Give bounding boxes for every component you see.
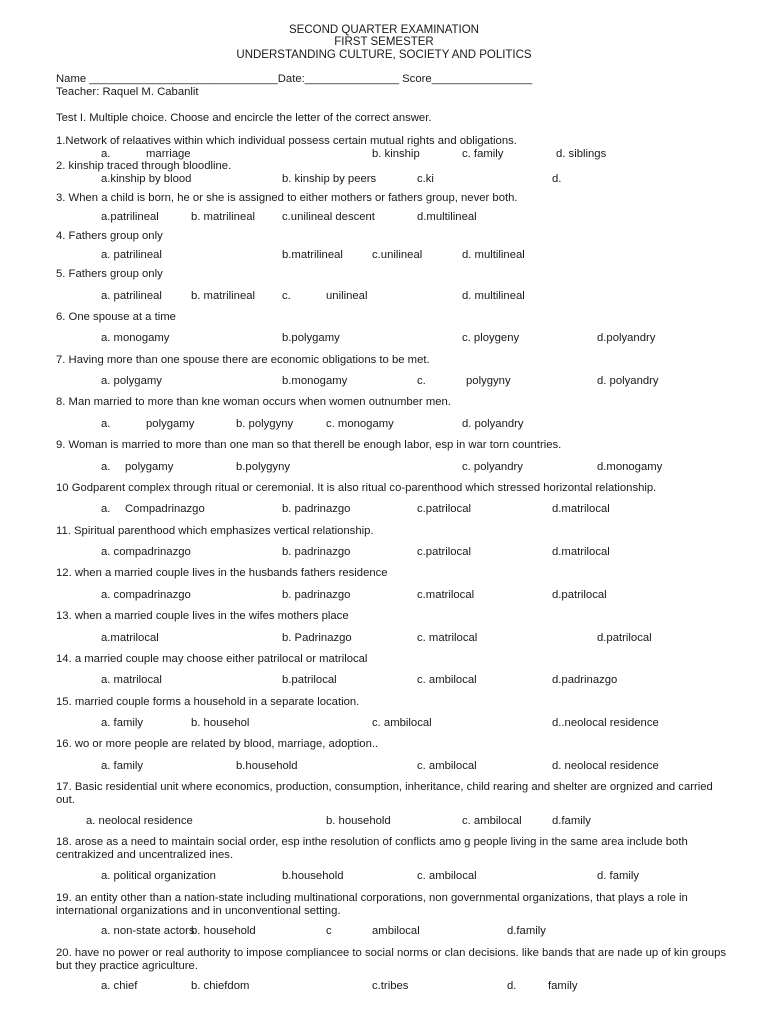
answer-option[interactable]: b.matrilineal [282, 249, 343, 261]
answer-option[interactable]: a. matrilocal [101, 674, 162, 686]
answer-option[interactable]: d..neolocal residence [552, 717, 659, 729]
question-text: 1.Network of relaatives within which individual possess certain mutual rights and obligations. [56, 135, 517, 147]
answer-option[interactable]: a. chief [101, 980, 138, 992]
answer-option[interactable]: b. kinship [372, 148, 420, 160]
name-date-score-line: Name ______________________________Date:_______________ Score________________ [56, 73, 533, 85]
answer-option[interactable]: a. neolocal residence [86, 815, 193, 827]
answer-option[interactable]: c. matrilocal [417, 632, 478, 644]
answer-option[interactable]: c. [417, 375, 426, 387]
question-text: 17. Basic residential unit where economics, production, consumption, inheritance, child rearing and shelter are orgnized and carried out. [56, 781, 713, 806]
answer-option[interactable]: c. ambilocal [462, 815, 522, 827]
question-text: 14. a married couple may choose either patrilocal or matrilocal [56, 653, 368, 665]
question-text: 8. Man married to more than kne woman occurs when women outnumber men. [56, 396, 451, 408]
answer-option[interactable]: d.matrilocal [552, 546, 610, 558]
question-text: 12. when a married couple lives in the husbands fathers residence [56, 567, 388, 579]
answer-option[interactable]: c [326, 925, 332, 937]
answer-option[interactable]: c.unilineal descent [282, 211, 375, 223]
question-text: 6. One spouse at a time [56, 311, 176, 323]
answer-option[interactable]: c. family [462, 148, 504, 160]
answer-option[interactable]: d. siblings [556, 148, 607, 160]
answer-option[interactable]: c.matrilocal [417, 589, 475, 601]
question-text: 13. when a married couple lives in the wifes mothers place [56, 610, 349, 622]
answer-option[interactable]: b. household [326, 815, 391, 827]
answer-option[interactable]: d.patrilocal [597, 632, 652, 644]
answer-option[interactable]: d.polyandry [597, 332, 656, 344]
answer-option[interactable]: a. monogamy [101, 332, 170, 344]
answer-option[interactable]: c. polyandry [462, 461, 523, 473]
answer-option[interactable]: c.tribes [372, 980, 409, 992]
answer-option[interactable]: a. compadrinazgo [101, 589, 191, 601]
answer-option[interactable]: b. household [191, 925, 256, 937]
answer-option[interactable]: d. neolocal residence [552, 760, 659, 772]
answer-option[interactable]: d. multilineal [462, 249, 525, 261]
answer-option[interactable]: a. political organization [101, 870, 216, 882]
answer-option[interactable]: a.matrilocal [101, 632, 159, 644]
answer-option[interactable]: ambilocal [372, 925, 420, 937]
answer-option[interactable]: a. [101, 503, 111, 515]
answer-option[interactable]: d. multilineal [462, 290, 525, 302]
answer-option[interactable]: b. padrinazgo [282, 546, 351, 558]
question-text: 20. have no power or real authority to impose complianceе to social norms or clan decisions. like bands that are nade up of kin groups but they practice agriculture. [56, 947, 727, 972]
answer-option[interactable]: c. ambilocal [417, 870, 477, 882]
answer-option[interactable]: a. family [101, 717, 144, 729]
answer-option[interactable]: a. patrilineal [101, 249, 162, 261]
answer-option[interactable]: a.kinship by blood [101, 173, 192, 185]
answer-option[interactable]: d.multilineal [417, 211, 477, 223]
question-text: 7. Having more than one spouse there are economic obligations to be met. [56, 354, 430, 366]
question-text: 9. Woman is married to more than one man so that therell be enough labor, esp in war torn countries. [56, 439, 562, 451]
question-text: 18. arose as a need to maintain social order, esp inthe resolution of conflicts amo g people living in the same area include both centrakized and uncentralized ines. [56, 836, 688, 861]
answer-option[interactable]: b. matrilineal [191, 211, 256, 223]
answer-option[interactable]: b. polygyny [236, 418, 294, 430]
answer-option[interactable]: a. polygamy [101, 375, 162, 387]
answer-option[interactable]: b.household [236, 760, 298, 772]
answer-option[interactable]: d. polyandry [597, 375, 659, 387]
answer-option[interactable]: d.family [507, 925, 546, 937]
answer-option[interactable]: b. matrilineal [191, 290, 256, 302]
question-text: 10 Godparent complex through ritual or ceremonial. It is also ritual co-parenthood which stressed horizontal relationship. [56, 482, 657, 494]
answer-option[interactable]: a. [101, 418, 111, 430]
semester-heading: FIRST SEMESTER [334, 36, 434, 48]
answer-option[interactable]: a. [101, 461, 111, 473]
answer-option[interactable]: c. [282, 290, 291, 302]
answer-option[interactable]: d.padrinazgo [552, 674, 618, 686]
answer-option[interactable]: d. [507, 980, 517, 992]
answer-option[interactable]: d.monogamy [597, 461, 663, 473]
answer-option[interactable]: unilineal [326, 290, 368, 302]
answer-option[interactable]: c.unilineal [372, 249, 423, 261]
answer-option[interactable]: c. ambilocal [372, 717, 432, 729]
answer-option[interactable]: c.patrilocal [417, 546, 471, 558]
answer-option[interactable]: a.patrilineal [101, 211, 159, 223]
exam-title: SECOND QUARTER EXAMINATION [289, 24, 479, 36]
answer-option[interactable]: b.polygamy [282, 332, 340, 344]
answer-option[interactable]: polygamy [125, 461, 174, 473]
question-text: 3. When a child is born, he or she is assigned to either mothers or fathers group, never both. [56, 192, 518, 204]
test-instructions: Test I. Multiple choice. Choose and encircle the letter of the correct answer. [56, 112, 432, 124]
question-text: 15. married couple forms a household in a separate location. [56, 696, 360, 708]
teacher-line: Teacher: Raquel M. Cabanlit [56, 86, 199, 98]
answer-option[interactable]: b. kinship by peers [282, 173, 377, 185]
answer-option[interactable]: b. padrinazgo [282, 503, 351, 515]
answer-option[interactable]: d. [552, 173, 562, 185]
answer-option[interactable]: family [548, 980, 578, 992]
answer-option[interactable]: polygyny [466, 375, 511, 387]
question-text: 4. Fathers group only [56, 230, 163, 242]
answer-option[interactable]: b.monogamy [282, 375, 348, 387]
answer-option[interactable]: c.patrilocal [417, 503, 471, 515]
question-text: 2. kinship traced through bloodline. [56, 160, 232, 172]
subject-heading: UNDERSTANDING CULTURE, SOCIETY AND POLITICS [236, 49, 532, 61]
answer-option[interactable]: d.family [552, 815, 591, 827]
answer-option[interactable]: d.patrilocal [552, 589, 607, 601]
question-text: 11. Spiritual parenthood which emphasizes vertical relationship. [56, 525, 374, 537]
answer-option[interactable]: a. non-state actors [101, 925, 195, 937]
answer-option[interactable]: b.household [282, 870, 344, 882]
answer-option[interactable]: marriage [146, 148, 191, 160]
answer-option[interactable]: polygamy [146, 418, 195, 430]
answer-option[interactable]: c. ploygeny [462, 332, 520, 344]
answer-option[interactable]: Compadrinazgo [125, 503, 205, 515]
answer-option[interactable]: b. househol [191, 717, 250, 729]
answer-option[interactable]: a. family [101, 760, 144, 772]
answer-option[interactable]: d. polyandry [462, 418, 524, 430]
answer-option[interactable]: a. patrilineal [101, 290, 162, 302]
answer-option[interactable]: b. chiefdom [191, 980, 250, 992]
answer-option[interactable]: b. Padrinazgo [282, 632, 352, 644]
answer-option[interactable]: c. ambilocal [417, 674, 477, 686]
answer-option[interactable]: b.polygyny [236, 461, 291, 473]
answer-option[interactable]: d.matrilocal [552, 503, 610, 515]
answer-option[interactable]: b.patrilocal [282, 674, 337, 686]
answer-option[interactable]: d. family [597, 870, 640, 882]
question-text: 16. wo or more people are related by blood, marriage, adoption.. [56, 738, 379, 750]
answer-option[interactable]: a. compadrinazgo [101, 546, 191, 558]
answer-option[interactable]: a. [101, 148, 111, 160]
answer-option[interactable]: c. monogamy [326, 418, 394, 430]
answer-option[interactable]: b. padrinazgo [282, 589, 351, 601]
answer-option[interactable]: c. ambilocal [417, 760, 477, 772]
answer-option[interactable]: c.ki [417, 173, 434, 185]
question-text: 5. Fathers group only [56, 268, 163, 280]
question-text: 19. an entity other than a nation-state including multinational corporations, non governmental organizations, that plays a role in international organizations and in unconventional setting. [56, 892, 688, 917]
